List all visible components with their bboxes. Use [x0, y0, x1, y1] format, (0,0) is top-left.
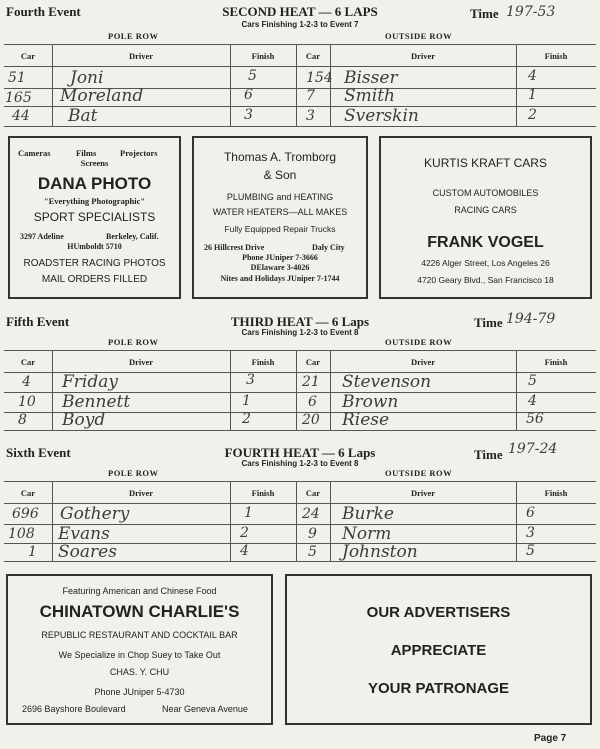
ad-title: Thomas A. Tromborg: [223, 150, 337, 164]
col-header-driver: Driver: [410, 51, 436, 61]
ad-text: "Everything Photographic": [43, 196, 146, 206]
ad-chinatown-charlies: [6, 574, 273, 725]
pole-driver: Joni: [70, 68, 104, 88]
page-number: Page 7: [534, 733, 567, 744]
ad-kurtis-kraft: [379, 136, 592, 299]
ad-patronage: [285, 574, 592, 725]
outside-finish: 4: [528, 393, 537, 409]
outside-finish: 2: [528, 107, 537, 123]
outside-finish: 5: [526, 543, 535, 559]
outside-driver: Sverskin: [344, 106, 419, 126]
ad-text: Projectors: [120, 148, 158, 158]
outside-row-label: OUTSIDE ROW: [385, 337, 453, 347]
ad-text: 4226 Alger Street, Los Angeles 26: [421, 258, 550, 268]
outside-finish: 5: [528, 373, 537, 389]
ad-title: KURTIS KRAFT CARS: [424, 156, 547, 170]
ad-tromborg: [192, 136, 368, 299]
ad-text: Fully Equipped Repair Trucks: [224, 224, 336, 234]
ad-text: Berkeley, Calif.: [106, 232, 159, 241]
pole-car: 165: [5, 90, 32, 106]
pole-driver: Boyd: [62, 410, 106, 430]
col-header-driver: Driver: [410, 488, 436, 498]
col-header-finish: Finish: [251, 51, 275, 61]
ad-text: Cameras: [18, 148, 51, 158]
time-label: Time: [474, 315, 503, 330]
pole-driver: Bennett: [62, 392, 131, 412]
ad-text: ROADSTER RACING PHOTOS: [23, 258, 166, 269]
time-value: 197-53: [506, 4, 556, 20]
ad-text: 4720 Geary Blvd., San Francisco 18: [417, 275, 554, 285]
col-header-car: Car: [20, 488, 36, 498]
col-header-car: Car: [305, 51, 321, 61]
outside-finish: 1: [528, 87, 537, 103]
heat-subtitle: Cars Finishing 1-2-3 to Event 7: [241, 20, 359, 29]
pole-car: 1: [28, 544, 37, 560]
ad-text: PLUMBING and HEATING: [226, 192, 334, 202]
ad-title: & Son: [263, 168, 297, 182]
outside-driver: Norm: [342, 524, 392, 544]
heat-title: THIRD HEAT — 6 Laps: [230, 314, 370, 329]
ad-text: 3297 Adeline: [20, 232, 64, 241]
ad-text: Featuring American and Chinese Food: [62, 586, 217, 596]
ad-text: 26 Hillcrest Drive: [204, 243, 265, 252]
pole-row-label: POLE ROW: [108, 31, 159, 41]
ad-text: DElaware 3-4026: [250, 263, 310, 272]
outside-row-label: OUTSIDE ROW: [385, 468, 453, 478]
col-header-car: Car: [20, 357, 36, 367]
col-header-driver: Driver: [128, 488, 154, 498]
col-header-driver: Driver: [128, 51, 154, 61]
time-value: 197-24: [508, 441, 558, 457]
outside-car: 5: [308, 544, 317, 560]
ad-text: HUmboldt 5710: [67, 242, 122, 251]
col-header-finish: Finish: [251, 357, 275, 367]
ad-text: Screens: [80, 158, 109, 168]
pole-driver: Bat: [68, 106, 98, 126]
pole-finish: 1: [242, 393, 251, 409]
ad-text: Films: [76, 148, 97, 158]
outside-finish: 4: [528, 68, 537, 84]
ad-text: CUSTOM AUTOMOBILES: [432, 188, 539, 198]
ad-text: WATER HEATERS—ALL MAKES: [212, 207, 348, 217]
event-label: Sixth Event: [6, 445, 71, 460]
heat-subtitle: Cars Finishing 1-2-3 to Event 8: [241, 328, 359, 337]
pole-car: 44: [12, 108, 30, 124]
pole-driver: Gothery: [60, 504, 130, 524]
pole-driver: Evans: [58, 524, 110, 544]
ad-text: Phone JUniper 5-4730: [94, 687, 185, 697]
col-header-driver: Driver: [128, 357, 154, 367]
outside-driver: Johnston: [342, 542, 418, 562]
col-header-driver: Driver: [410, 357, 436, 367]
pole-finish: 2: [242, 411, 251, 427]
pole-finish: 5: [248, 68, 257, 84]
outside-car: 20: [302, 412, 320, 428]
pole-row-label: POLE ROW: [108, 337, 159, 347]
heat-subtitle: Cars Finishing 1-2-3 to Event 8: [241, 459, 359, 468]
col-header-car: Car: [305, 357, 321, 367]
time-value: 194-79: [506, 311, 556, 327]
time-label: Time: [470, 6, 499, 21]
outside-car: 24: [302, 506, 320, 522]
pole-finish: 3: [244, 107, 253, 123]
ad-title: FRANK VOGEL: [427, 234, 544, 251]
pole-row-label: POLE ROW: [108, 468, 159, 478]
pole-car: 8: [18, 412, 27, 428]
ad-text: Near Geneva Avenue: [162, 704, 248, 714]
outside-car: 9: [308, 526, 317, 542]
ad-title: DANA PHOTO: [37, 174, 152, 193]
pole-finish: 4: [240, 543, 249, 559]
ad-text: SPORT SPECIALISTS: [33, 210, 156, 224]
outside-car: 7: [306, 88, 315, 104]
outside-driver: Stevenson: [342, 372, 432, 392]
pole-car: 108: [8, 526, 35, 542]
time-label: Time: [474, 447, 503, 462]
ad-text: 2696 Bayshore Boulevard: [22, 704, 126, 714]
ad-title: YOUR PATRONAGE: [367, 680, 510, 697]
col-header-finish: Finish: [544, 488, 568, 498]
outside-finish: 3: [526, 525, 535, 541]
pole-driver: Friday: [62, 372, 118, 392]
pole-driver: Moreland: [60, 86, 144, 106]
event-label: Fourth Event: [6, 4, 81, 19]
col-header-car: Car: [305, 488, 321, 498]
pole-car: 51: [8, 70, 26, 86]
ad-text: RACING CARS: [454, 205, 517, 215]
outside-row-label: OUTSIDE ROW: [385, 31, 453, 41]
outside-car: 154: [306, 70, 333, 86]
pole-driver: Soares: [58, 542, 117, 562]
pole-car: 696: [12, 506, 39, 522]
ad-text: Daly City: [312, 243, 345, 252]
heat-title: FOURTH HEAT — 6 Laps: [224, 445, 376, 460]
ad-text: Nites and Holidays JUniper 7-1744: [220, 274, 340, 283]
ad-title: CHINATOWN CHARLIE'S: [39, 602, 240, 621]
pole-car: 4: [22, 374, 31, 390]
outside-car: 6: [308, 394, 317, 410]
ad-text: MAIL ORDERS FILLED: [41, 274, 148, 285]
col-header-finish: Finish: [251, 488, 275, 498]
ad-text: We Specialize in Chop Suey to Take Out: [58, 650, 221, 660]
ad-text: REPUBLIC RESTAURANT AND COCKTAIL BAR: [41, 630, 238, 640]
pole-finish: 2: [240, 525, 249, 541]
pole-finish: 1: [244, 505, 253, 521]
ad-dana-photo: [8, 136, 181, 299]
event-label: Fifth Event: [6, 314, 70, 329]
pole-finish: 6: [244, 87, 253, 103]
outside-driver: Burke: [342, 504, 394, 524]
outside-driver: Bisser: [344, 68, 398, 88]
pole-finish: 3: [246, 372, 255, 388]
pole-car: 10: [18, 394, 36, 410]
outside-driver: Smith: [344, 86, 395, 106]
outside-driver: Brown: [342, 392, 399, 412]
ad-title: APPRECIATE: [390, 642, 487, 659]
col-header-finish: Finish: [544, 357, 568, 367]
col-header-car: Car: [20, 51, 36, 61]
ad-text: CHAS. Y. CHU: [109, 667, 170, 677]
outside-finish: 56: [526, 411, 544, 427]
ad-text: Phone JUniper 7-3666: [242, 253, 318, 262]
ad-title: OUR ADVERTISERS: [366, 604, 511, 621]
outside-finish: 6: [526, 505, 535, 521]
heat-title: SECOND HEAT — 6 LAPS: [222, 4, 378, 19]
outside-car: 21: [302, 374, 320, 390]
outside-car: 3: [306, 108, 315, 124]
outside-driver: Riese: [342, 410, 390, 430]
col-header-finish: Finish: [544, 51, 568, 61]
